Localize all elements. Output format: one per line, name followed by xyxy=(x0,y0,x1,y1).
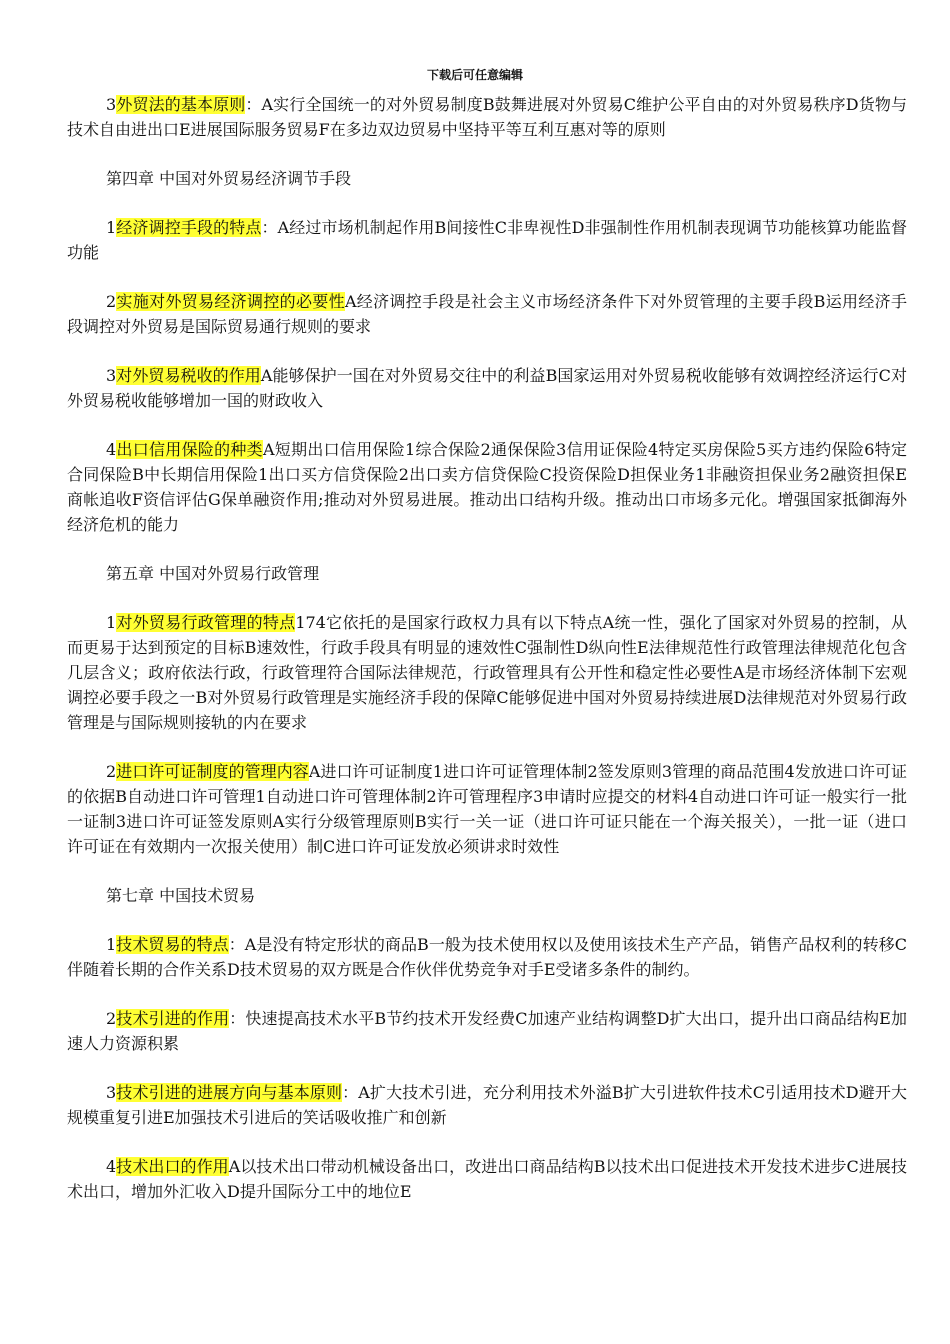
highlighted-term: 对外贸易行政管理的特点 xyxy=(116,613,296,632)
paragraph-text: ：A扩大技术引进，充分利用技术外溢B扩大引进软件技术C引适用技术D避开大规模重复引进E加强技术引进后的笑话吸收推广和创新 xyxy=(67,1083,907,1127)
paragraph-text: A进口许可证制度1进口许可证管理体制2签发原则3管理的商品范围4发放进口许可证的依据B自动进口许可管理1自动进口许可管理体制2许可管理程序3申请时应提交的材料4自动进口许可证一般实行一批一证制3进口许可证签发原则A实行分级管理原则B实行一关一证（进口许可证只能在一个海关报关），一批一证（进口许可证在有效期内一次报关使用）制C进口许可证发放必须讲求时效性 xyxy=(67,762,907,856)
item-number: 2 xyxy=(106,762,117,781)
paragraph-text: A短期出口信用保险1综合保险2通保保险3信用证保险4特定买房保险5买方违约保险6特定合同保险B中长期信用保险1出口买方信贷保险2出口卖方信贷保险C投资保险D担保业务1非融资担保业务2融资担保E商帐追收F资信评估G保单融资作用;推动对外贸易进展。推动出口结构升级。推动出口市场多元化。增强国家抵御海外经济危机的能力 xyxy=(67,440,907,534)
highlighted-term: 经济调控手段的特点 xyxy=(116,218,262,237)
highlighted-term: 进口许可证制度的管理内容 xyxy=(116,762,309,781)
paragraph-text: ：A实行全国统一的对外贸易制度B鼓舞进展对外贸易C维护公平自由的对外贸易秩序D货物与技术自由进出口E进展国际服务贸易F在多边双边贸易中坚持平等互利互惠对等的原则 xyxy=(67,95,907,139)
paragraph xyxy=(67,1080,907,1130)
item-number: 1 xyxy=(106,613,117,632)
page-header: 下载后可任意编辑 xyxy=(426,68,523,82)
highlighted-term: 对外贸易税收的作用 xyxy=(116,366,261,385)
paragraph-text: ：快速提高技术水平B节约技术开发经费C加速产业结构调整D扩大出口，提升出口商品结构E加速人力资源积累 xyxy=(67,1009,907,1053)
highlighted-term: 出口信用保险的种类 xyxy=(116,440,263,459)
paragraph xyxy=(67,92,907,142)
highlighted-term: 实施对外贸易经济调控的必要性 xyxy=(116,292,345,311)
document-body xyxy=(67,92,907,1228)
chapter-heading: 第四章 中国对外贸易经济调节手段 xyxy=(106,169,352,188)
paragraph-text: A以技术出口带动机械设备出口，改进出口商品结构B以技术出口促进技术开发技术进步C进展技术出口，增加外汇收入D提升国际分工中的地位E xyxy=(67,1157,907,1201)
highlighted-term: 技术引进的进展方向与基本原则 xyxy=(116,1083,343,1102)
highlighted-term: 技术贸易的特点 xyxy=(116,935,229,954)
chapter-heading: 第五章 中国对外贸易行政管理 xyxy=(106,564,320,583)
paragraph-text: A经济调控手段是社会主义市场经济条件下对外贸管理的主要手段B运用经济手段调控对外贸易是国际贸易通行规则的要求 xyxy=(67,292,907,336)
item-number: 4 xyxy=(106,1157,117,1176)
item-number: 3 xyxy=(106,366,117,385)
item-number: 2 xyxy=(106,292,117,311)
highlighted-term: 外贸法的基本原则 xyxy=(116,95,246,114)
paragraph xyxy=(67,289,907,339)
paragraph xyxy=(67,363,907,413)
highlighted-term: 技术引进的作用 xyxy=(116,1009,230,1028)
item-number: 3 xyxy=(106,1083,117,1102)
item-number: 1 xyxy=(106,218,117,237)
paragraph-text: ：A是没有特定形状的商品B一般为技术使用权以及使用该技术生产产品，销售产品权利的转移C伴随着长期的合作关系D技术贸易的双方既是合作伙伴优势竞争对手E受诸多条件的制约。 xyxy=(67,935,907,979)
item-number: 4 xyxy=(106,440,117,459)
paragraph-text: A能够保护一国在对外贸易交往中的利益B国家运用对外贸易税收能够有效调控经济运行C对外贸易税收能够增加一国的财政收入 xyxy=(67,366,907,410)
paragraph xyxy=(67,215,907,265)
paragraph-text: ：A经过市场机制起作用B间接性C非卑视性D非强制性作用机制表现调节功能核算功能监督功能 xyxy=(67,218,907,262)
item-number: 1 xyxy=(106,935,117,954)
chapter-heading: 第七章 中国技术贸易 xyxy=(106,886,256,905)
highlighted-term: 技术出口的作用 xyxy=(116,1157,229,1176)
paragraph-text: 174它依托的是国家行政权力具有以下特点A统一性，强化了国家对外贸易的控制，从而更易于达到预定的目标B速效性，行政手段具有明显的速效性C强制性D纵向性E法律规范性行政管理法律规范化包含几层含义；政府依法行政，行政管理符合国际法律规范，行政管理具有公开性和稳定性必要性A是市场经济体制下宏观调控必要手段之一B对外贸易行政管理是实施经济手段的保障C能够促进中国对外贸易持续进展D法律规范对外贸易行政管理是与国际规则接轨的内在要求 xyxy=(67,613,907,732)
item-number: 3 xyxy=(106,95,117,114)
paragraph xyxy=(67,759,907,859)
paragraph xyxy=(67,1006,907,1056)
paragraph xyxy=(67,610,907,735)
paragraph xyxy=(67,437,907,537)
paragraph xyxy=(67,932,907,982)
item-number: 2 xyxy=(106,1009,117,1028)
paragraph xyxy=(67,1154,907,1204)
